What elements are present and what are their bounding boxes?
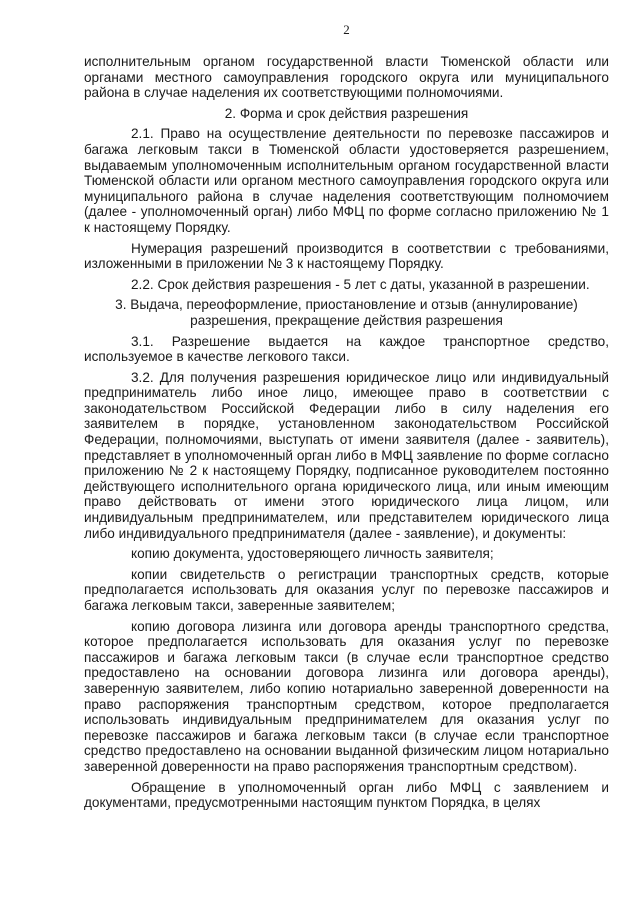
- intro-paragraph: исполнительным органом государственной власти Тюменской области или органами местного самоуправления городского округа или муниципального района в случае наделения их соответствующими полномочиями.: [84, 54, 609, 101]
- document-item-2: копии свидетельств о регистрации транспортных средств, которые предполагается использовать для оказания услуг по перевозке пассажиров и багажа легковым такси, заверенные заявителем;: [84, 566, 609, 613]
- section-2-heading: 2. Форма и срок действия разрешения: [224, 105, 469, 121]
- appeal-paragraph: Обращение в уполномоченный орган либо МФЦ с заявлением и документами, предусмотренными настоящим пунктом Порядка, в целях: [84, 779, 609, 811]
- numbering-paragraph: Нумерация разрешений производится в соответствии с требованиями, изложенными в приложении № 3 к настоящему Порядку.: [84, 240, 609, 272]
- document-item-3: копию договора лизинга или договора аренды транспортного средства, которое предполагается использовать для оказания услуг по перевозке пассажиров и багажа легковым такси (в случае если транспортное средство предоставлено на основании договора лизинга или договора аренды), заверенную заявителем, либо копию нотариально заверенной доверенности на право распоряжения транспортным средством, которое предполагается использовать индивидуальным предпринимателем для оказания услуг по перевозке пассажиров и багажа легковым такси (в случае если транспортное средство предоставлено на основании выданной физическим лицом нотариально заверенной доверенности на право распоряжения транспортным средством).: [84, 618, 609, 774]
- clause-2-1: 2.1. Право на осуществление деятельности по перевозке пассажиров и багажа легковым такси в Тюменской области удостоверяется разрешением, выдаваемым уполномоченным исполнительным органом государственной власти Тюменской области или органом местного самоуправления городского округа или муниципального района в случае наделения соответствующим полномочием (далее - уполномоченный орган) либо МФЦ по форме согласно приложению № 1 к настоящему Порядку.: [84, 126, 609, 235]
- page-number: 2: [343, 22, 350, 37]
- section-3-heading-line-2: разрешения, прекращение действия разрешения: [190, 312, 503, 328]
- section-3-heading-line-1: 3. Выдача, переоформление, приостановление и отзыв (аннулирование): [115, 297, 578, 313]
- document-item-1: копию документа, удостоверяющего личность заявителя;: [131, 546, 494, 562]
- clause-3-1: 3.1. Разрешение выдается на каждое транспортное средство, используемое в качестве легкового такси.: [84, 333, 609, 365]
- clause-3-2: 3.2. Для получения разрешения юридическое лицо или индивидуальный предприниматель либо иное лицо, имеющее право в соответствии с законодательством Российской Федерации либо в силу наделения его заявителем в порядке, установленном законодательством Российской Федерации, полномочиями, выступать от имени заявителя (далее - заявитель), представляет в уполномоченный орган либо в МФЦ заявление по форме согласно приложению № 2 к настоящему Порядку, подписанное руководителем постоянно действующего исполнительного органа юридического лица, или иным имеющим право действовать от имени этого юридического лица лицом, или индивидуальным предпринимателем, или представителем юридического лица либо индивидуального предпринимателя (далее - заявление), и документы:: [84, 369, 609, 541]
- clause-2-2: 2.2. Срок действия разрешения - 5 лет с даты, указанной в разрешении.: [131, 276, 590, 292]
